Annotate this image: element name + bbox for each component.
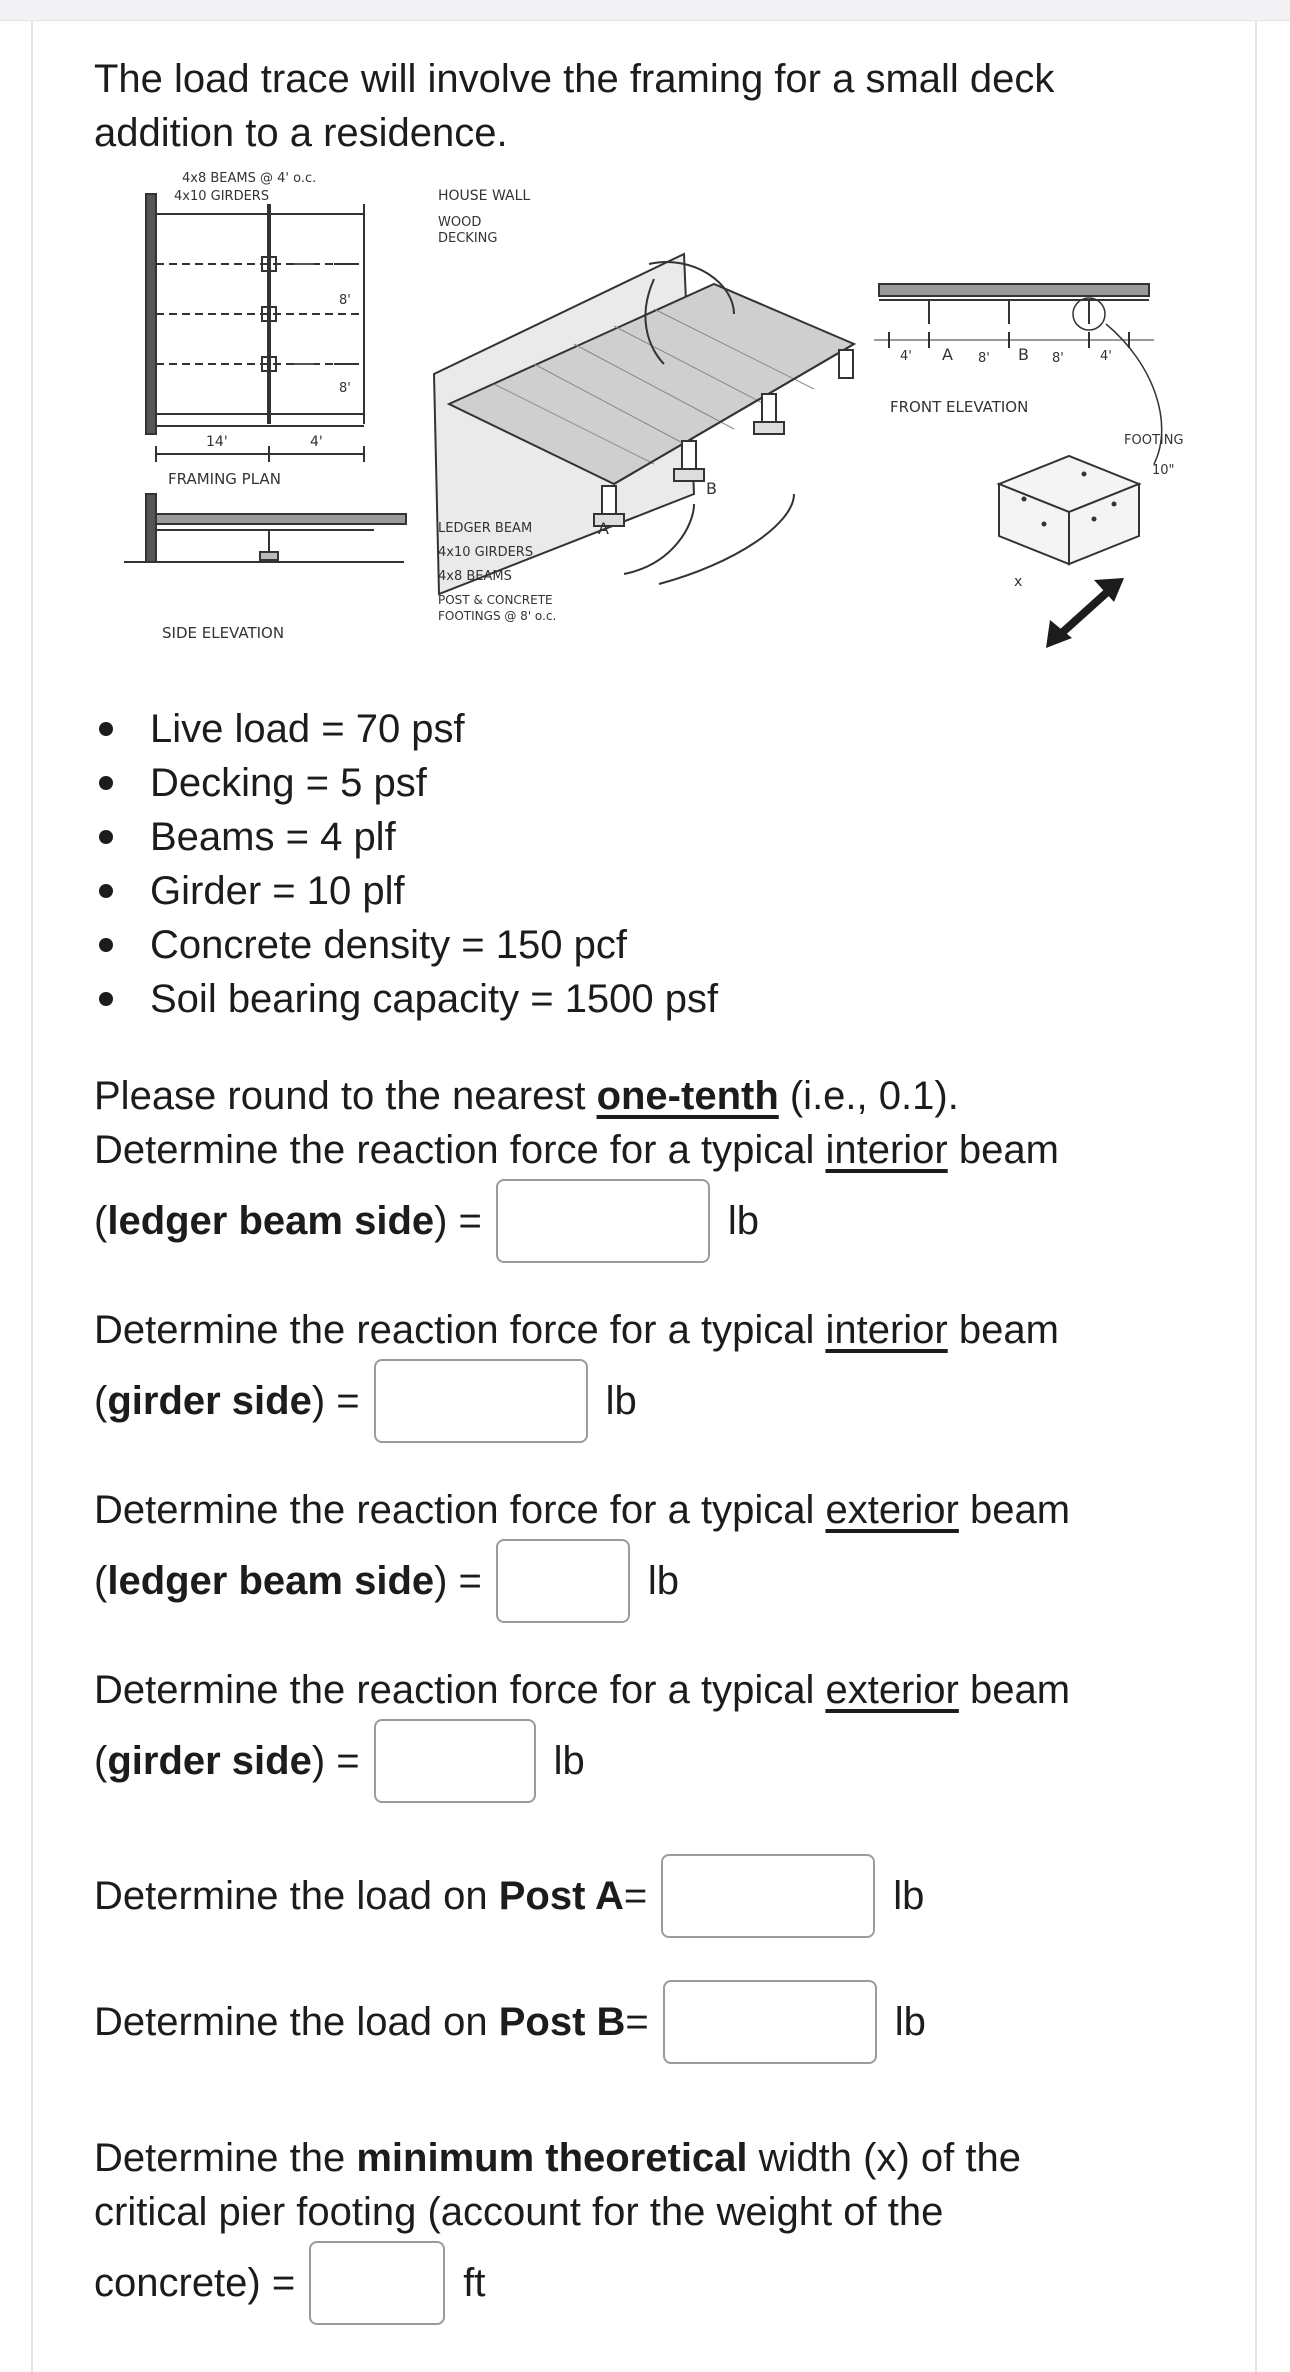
q5-equals: = bbox=[623, 1874, 648, 1918]
q3-equals: ) = bbox=[434, 1559, 482, 1603]
q7-text-end: width (x) of the bbox=[747, 2136, 1021, 2180]
iso-girders-label: 4x10 GIRDERS bbox=[438, 545, 534, 560]
given-loads-list bbox=[94, 702, 718, 1026]
post-footing-label-2: FOOTINGS @ 8' o.c. bbox=[438, 609, 557, 623]
q3-bold: ledger beam side bbox=[107, 1559, 435, 1603]
isometric-deck-drawing bbox=[434, 254, 854, 594]
front-elevation-drawing bbox=[874, 284, 1162, 464]
question-interior-ledger bbox=[94, 1123, 1214, 1265]
q2-text-end: beam bbox=[947, 1308, 1059, 1352]
q5-bold: Post A bbox=[498, 1874, 624, 1918]
q3-underlined: exterior bbox=[825, 1488, 959, 1532]
q4-text-end: beam bbox=[958, 1668, 1071, 1712]
q1-paren: ( bbox=[94, 1199, 108, 1243]
q4-text: Determine the reaction force for a typical bbox=[94, 1668, 826, 1712]
rounding-text-after: (i.e., 0.1). bbox=[778, 1074, 959, 1118]
q2-bold: girder side bbox=[107, 1379, 312, 1423]
deck-framing-drawing bbox=[94, 164, 1254, 724]
resize-arrows-icon bbox=[1046, 578, 1124, 648]
q6-text: Determine the load on bbox=[94, 2000, 488, 2044]
plan-dim-8b: 8' bbox=[339, 381, 351, 396]
plan-girders-label: 4x10 GIRDERS bbox=[174, 189, 270, 204]
q5-text: Determine the load on bbox=[94, 1874, 488, 1918]
q2-underlined: interior bbox=[825, 1308, 948, 1352]
front-dim-right: 4' bbox=[1100, 349, 1112, 364]
point-a-label: A bbox=[598, 519, 609, 538]
q4-equals: ) = bbox=[311, 1739, 360, 1783]
side-elevation-label: SIDE ELEVATION bbox=[162, 624, 285, 642]
post-b-load-input[interactable] bbox=[663, 1980, 877, 2064]
rounding-emphasis: one-tenth bbox=[596, 1074, 779, 1118]
rounding-text-before: Please round to the nearest bbox=[94, 1074, 597, 1118]
q4-unit: lb bbox=[553, 1739, 585, 1783]
plan-span-right: 4' bbox=[310, 434, 323, 450]
decking-label: DECKING bbox=[438, 231, 498, 246]
list-item: Concrete density = 150 pcf bbox=[150, 918, 718, 972]
deck-framing-figure bbox=[94, 164, 1254, 724]
q7-text: Determine the bbox=[94, 2136, 357, 2180]
q4-underlined: exterior bbox=[825, 1668, 959, 1712]
q2-unit: lb bbox=[605, 1379, 637, 1423]
q4-bold: girder side bbox=[107, 1739, 312, 1783]
q1-text: Determine the reaction force for a typical bbox=[94, 1128, 826, 1172]
front-dim-left: 4' bbox=[900, 349, 912, 364]
q1-unit: lb bbox=[727, 1199, 760, 1243]
list-item: Soil bearing capacity = 1500 psf bbox=[150, 972, 718, 1026]
front-b-label: B bbox=[1018, 345, 1029, 364]
q1-equals: ) = bbox=[434, 1199, 482, 1243]
ledger-beam-label: LEDGER BEAM bbox=[438, 521, 533, 536]
list-item: Live load = 70 psf bbox=[150, 702, 718, 756]
front-elevation-label: FRONT ELEVATION bbox=[890, 398, 1029, 416]
plan-span-left: 14' bbox=[206, 434, 228, 450]
q7-line3: concrete) = bbox=[94, 2261, 296, 2305]
exterior-girder-reaction-input[interactable] bbox=[374, 1719, 536, 1803]
plan-beams-label: 4x8 BEAMS @ 4' o.c. bbox=[182, 171, 317, 186]
q2-paren: ( bbox=[94, 1379, 108, 1423]
footing-label: FOOTING bbox=[1124, 433, 1184, 448]
q3-paren: ( bbox=[94, 1559, 108, 1603]
list-item: Beams = 4 plf bbox=[150, 810, 718, 864]
q1-underlined: interior bbox=[825, 1128, 948, 1172]
side-elevation-drawing bbox=[124, 494, 406, 562]
framing-plan-label: FRAMING PLAN bbox=[168, 470, 281, 488]
front-a-label: A bbox=[942, 345, 953, 364]
list-item: Decking = 5 psf bbox=[150, 756, 718, 810]
question-exterior-ledger bbox=[94, 1483, 1214, 1625]
top-bar bbox=[0, 0, 1290, 21]
q7-line2: critical pier footing (account for the weight of the bbox=[94, 2190, 944, 2234]
question-footing-width bbox=[94, 2131, 1214, 2327]
q2-text: Determine the reaction force for a typical bbox=[94, 1308, 826, 1352]
wood-label: WOOD bbox=[438, 215, 482, 230]
post-a-load-input[interactable] bbox=[661, 1854, 875, 1938]
footing-block-drawing bbox=[999, 456, 1139, 564]
question-post-a bbox=[94, 1852, 1214, 1940]
question-interior-girder bbox=[94, 1303, 1214, 1445]
front-dim-8b: 8' bbox=[1052, 351, 1064, 366]
q3-text: Determine the reaction force for a typical bbox=[94, 1488, 826, 1532]
footing-width-input[interactable] bbox=[309, 2241, 445, 2325]
interior-ledger-reaction-input[interactable] bbox=[496, 1179, 710, 1263]
q3-unit: lb bbox=[647, 1559, 680, 1603]
point-b-label: B bbox=[706, 479, 717, 498]
list-item: Girder = 10 plf bbox=[150, 864, 718, 918]
q5-unit: lb bbox=[893, 1874, 925, 1918]
q3-text-end: beam bbox=[958, 1488, 1071, 1532]
q6-equals: = bbox=[625, 2000, 649, 2044]
q7-bold: minimum theoretical bbox=[356, 2136, 748, 2180]
rounding-instruction bbox=[94, 1069, 1214, 1123]
front-dim-8a: 8' bbox=[978, 351, 990, 366]
question-content bbox=[94, 52, 1214, 2305]
iso-beams-label: 4x8 BEAMS bbox=[438, 569, 512, 584]
exterior-ledger-reaction-input[interactable] bbox=[496, 1539, 630, 1623]
footing-depth-label: 10" bbox=[1152, 463, 1175, 478]
q1-bold: ledger beam side bbox=[107, 1199, 435, 1243]
plan-dim-8a: 8' bbox=[339, 293, 351, 308]
question-exterior-girder bbox=[94, 1663, 1214, 1805]
framing-plan-drawing bbox=[146, 194, 364, 462]
interior-girder-reaction-input[interactable] bbox=[374, 1359, 588, 1443]
intro-text: The load trace will involve the framing for a small deck addition to a residence. bbox=[94, 57, 1055, 155]
q7-unit: ft bbox=[463, 2261, 486, 2305]
footing-width-x-label: x bbox=[1014, 574, 1023, 590]
q4-paren: ( bbox=[94, 1739, 108, 1783]
q6-unit: lb bbox=[894, 2000, 926, 2044]
q1-text-end: beam bbox=[947, 1128, 1059, 1172]
post-footing-label-1: POST & CONCRETE bbox=[438, 593, 553, 607]
question-post-b bbox=[94, 1978, 1214, 2066]
q2-equals: ) = bbox=[311, 1379, 360, 1423]
q6-bold: Post B bbox=[498, 2000, 626, 2044]
house-wall-label: HOUSE WALL bbox=[438, 188, 531, 204]
